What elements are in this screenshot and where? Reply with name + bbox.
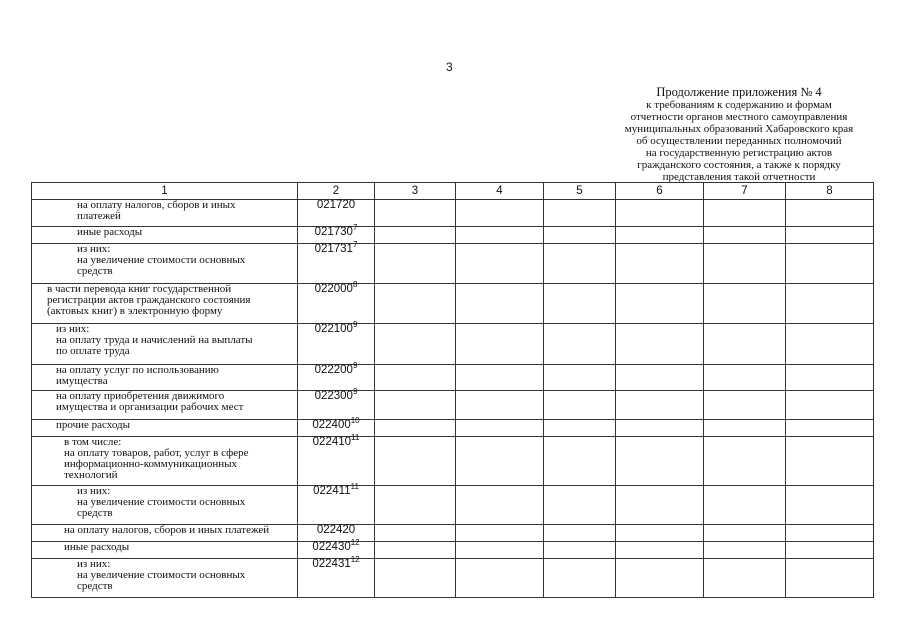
data-cell-col-5 bbox=[544, 324, 616, 365]
data-cell-col-5 bbox=[544, 391, 616, 420]
data-cell-col-4 bbox=[456, 227, 544, 244]
data-cell-col-6 bbox=[616, 284, 704, 324]
column-header: 4 bbox=[456, 183, 544, 200]
row-code-value: 022431 bbox=[312, 558, 351, 570]
data-cell-col-5 bbox=[544, 200, 616, 227]
row-code bbox=[298, 240, 375, 284]
appendix-line: отчетности органов местного самоуправления bbox=[630, 111, 848, 123]
row-label: из них: на оплату труда и начислений на выплаты по оплате труда bbox=[32, 324, 298, 365]
footnote-marker: 7 bbox=[352, 240, 358, 250]
data-cell-col-8 bbox=[786, 420, 874, 437]
row-code-value: 021730 bbox=[314, 226, 353, 238]
data-cell-col-5 bbox=[544, 525, 616, 542]
row-code-value: 022100 bbox=[314, 323, 353, 335]
data-cell-col-5 bbox=[544, 542, 616, 559]
row-code-value: 022000 bbox=[314, 283, 353, 295]
column-header: 1 bbox=[32, 183, 298, 200]
table-row bbox=[32, 227, 874, 244]
data-cell-col-8 bbox=[786, 324, 874, 365]
data-cell-col-4 bbox=[456, 200, 544, 227]
footnote-marker: 10 bbox=[350, 416, 360, 426]
data-cell-col-4 bbox=[456, 284, 544, 324]
appendix-header bbox=[590, 85, 888, 183]
table-row bbox=[32, 244, 874, 284]
row-code bbox=[298, 280, 375, 324]
data-cell-col-6 bbox=[616, 486, 704, 525]
row-code bbox=[298, 416, 375, 437]
appendix-line: к требованиям к содержанию и формам bbox=[646, 99, 832, 111]
data-cell-col-3 bbox=[375, 200, 456, 227]
row-code-value: 021731 bbox=[314, 243, 353, 255]
data-cell-col-5 bbox=[544, 486, 616, 525]
row-label: прочие расходы bbox=[32, 420, 298, 437]
data-cell-col-8 bbox=[786, 525, 874, 542]
row-label: иные расходы bbox=[32, 542, 298, 559]
data-cell-col-8 bbox=[786, 244, 874, 284]
row-code bbox=[298, 223, 375, 244]
data-cell-col-8 bbox=[786, 559, 874, 598]
data-cell-col-8 bbox=[786, 542, 874, 559]
appendix-line: гражданского состояния, а также к порядку bbox=[637, 159, 841, 171]
data-cell-col-7 bbox=[704, 365, 786, 391]
footnote-marker: 12 bbox=[350, 555, 360, 565]
row-code-value: 022411 bbox=[313, 485, 351, 497]
table-header-row bbox=[32, 183, 874, 200]
column-header: 6 bbox=[616, 183, 704, 200]
appendix-line: представления такой отчетности bbox=[662, 171, 816, 183]
data-cell-col-6 bbox=[616, 324, 704, 365]
data-cell-col-3 bbox=[375, 559, 456, 598]
data-cell-col-3 bbox=[375, 227, 456, 244]
table-row bbox=[32, 391, 874, 420]
data-cell-col-5 bbox=[544, 559, 616, 598]
footnote-marker: 9 bbox=[352, 320, 358, 330]
data-cell-col-4 bbox=[456, 365, 544, 391]
row-label: из них: на увеличение стоимости основных средств bbox=[32, 486, 298, 525]
table-row bbox=[32, 525, 874, 542]
data-cell-col-5 bbox=[544, 420, 616, 437]
column-header: 3 bbox=[375, 183, 456, 200]
row-code-value: 022410 bbox=[312, 436, 352, 448]
data-cell-col-6 bbox=[616, 365, 704, 391]
data-cell-col-7 bbox=[704, 486, 786, 525]
table-row bbox=[32, 365, 874, 391]
data-cell-col-4 bbox=[456, 437, 544, 486]
column-header: 2 bbox=[298, 183, 375, 200]
data-cell-col-7 bbox=[704, 559, 786, 598]
data-cell-col-3 bbox=[375, 365, 456, 391]
row-code-value: 022200 bbox=[314, 364, 353, 376]
page-number: 3 bbox=[446, 60, 453, 74]
data-cell-col-3 bbox=[375, 525, 456, 542]
data-cell-col-3 bbox=[375, 324, 456, 365]
data-cell-col-7 bbox=[704, 542, 786, 559]
table-row bbox=[32, 420, 874, 437]
row-code bbox=[298, 482, 375, 525]
data-cell-col-3 bbox=[375, 420, 456, 437]
data-cell-col-8 bbox=[786, 391, 874, 420]
data-cell-col-7 bbox=[704, 391, 786, 420]
row-code-value: 022420 bbox=[316, 524, 356, 536]
data-cell-col-4 bbox=[456, 525, 544, 542]
column-header: 8 bbox=[786, 183, 874, 200]
data-cell-col-4 bbox=[456, 244, 544, 284]
table-row bbox=[32, 486, 874, 525]
footnote-marker: 12 bbox=[350, 538, 360, 548]
table-row bbox=[32, 437, 874, 486]
data-cell-col-4 bbox=[456, 542, 544, 559]
data-cell-col-7 bbox=[704, 200, 786, 227]
data-cell-col-6 bbox=[616, 200, 704, 227]
row-code bbox=[298, 555, 375, 598]
data-cell-col-5 bbox=[544, 284, 616, 324]
footnote-marker: 11 bbox=[351, 433, 360, 443]
row-code bbox=[298, 361, 375, 391]
data-cell-col-5 bbox=[544, 365, 616, 391]
data-cell-col-3 bbox=[375, 486, 456, 525]
data-cell-col-6 bbox=[616, 244, 704, 284]
data-cell-col-6 bbox=[616, 227, 704, 244]
data-cell-col-8 bbox=[786, 227, 874, 244]
footnote-marker: 11 bbox=[350, 482, 359, 492]
data-cell-col-3 bbox=[375, 284, 456, 324]
data-cell-col-3 bbox=[375, 542, 456, 559]
column-header: 7 bbox=[704, 183, 786, 200]
row-code bbox=[298, 200, 375, 227]
table-row bbox=[32, 542, 874, 559]
table-row bbox=[32, 559, 874, 598]
data-cell-col-7 bbox=[704, 437, 786, 486]
row-code-value: 022300 bbox=[314, 390, 353, 402]
data-cell-col-3 bbox=[375, 437, 456, 486]
data-cell-col-6 bbox=[616, 420, 704, 437]
footnote-marker: 8 bbox=[352, 280, 358, 290]
data-cell-col-4 bbox=[456, 559, 544, 598]
data-cell-col-5 bbox=[544, 227, 616, 244]
table-body bbox=[32, 200, 874, 598]
row-code-value: 022430 bbox=[312, 541, 351, 553]
data-cell-col-8 bbox=[786, 200, 874, 227]
data-cell-col-8 bbox=[786, 486, 874, 525]
data-cell-col-8 bbox=[786, 284, 874, 324]
data-cell-col-7 bbox=[704, 324, 786, 365]
appendix-line: на государственную регистрацию актов bbox=[645, 147, 833, 159]
row-code-value: 022400 bbox=[312, 419, 351, 431]
appendix-line: об осуществлении переданных полномочий bbox=[636, 135, 842, 147]
data-cell-col-7 bbox=[704, 420, 786, 437]
data-cell-col-4 bbox=[456, 391, 544, 420]
data-cell-col-6 bbox=[616, 391, 704, 420]
row-code bbox=[298, 525, 375, 542]
row-label: на оплату налогов, сборов и иных платежей bbox=[32, 200, 298, 227]
column-header: 5 bbox=[544, 183, 616, 200]
report-table bbox=[31, 182, 874, 598]
row-label: из них: на увеличение стоимости основных средств bbox=[32, 244, 298, 284]
table-row bbox=[32, 324, 874, 365]
data-cell-col-7 bbox=[704, 284, 786, 324]
row-code-value: 021720 bbox=[316, 199, 356, 211]
table-row bbox=[32, 284, 874, 324]
row-code bbox=[298, 433, 375, 486]
appendix-title: Продолжение приложения № 4 bbox=[656, 85, 822, 99]
row-label: в части перевода книг государственной регистрации актов гражданского состояния (актовых книг) в электронную форму bbox=[32, 284, 298, 324]
data-cell-col-4 bbox=[456, 420, 544, 437]
data-cell-col-7 bbox=[704, 525, 786, 542]
row-label: на оплату приобретения движимого имущества и организации рабочих мест bbox=[32, 391, 298, 420]
data-cell-col-4 bbox=[456, 324, 544, 365]
row-code bbox=[298, 387, 375, 420]
row-code bbox=[298, 320, 375, 365]
data-cell-col-6 bbox=[616, 559, 704, 598]
footnote-marker: 9 bbox=[352, 387, 358, 397]
data-cell-col-3 bbox=[375, 244, 456, 284]
row-code bbox=[298, 538, 375, 559]
data-cell-col-8 bbox=[786, 365, 874, 391]
data-cell-col-8 bbox=[786, 437, 874, 486]
data-cell-col-5 bbox=[544, 437, 616, 486]
footnote-marker: 9 bbox=[352, 361, 358, 371]
row-label: в том числе: на оплату товаров, работ, услуг в сфере информационно-коммуникационных технологий bbox=[32, 437, 298, 486]
data-cell-col-7 bbox=[704, 244, 786, 284]
row-label: из них: на увеличение стоимости основных средств bbox=[32, 559, 298, 598]
data-cell-col-3 bbox=[375, 391, 456, 420]
row-label: на оплату услуг по использованию имущества bbox=[32, 365, 298, 391]
data-cell-col-6 bbox=[616, 437, 704, 486]
data-cell-col-6 bbox=[616, 525, 704, 542]
data-cell-col-7 bbox=[704, 227, 786, 244]
data-cell-col-5 bbox=[544, 244, 616, 284]
table-row bbox=[32, 200, 874, 227]
footnote-marker: 7 bbox=[352, 223, 358, 233]
row-label: иные расходы bbox=[32, 227, 298, 244]
data-cell-col-6 bbox=[616, 542, 704, 559]
appendix-line: муниципальных образований Хабаровского края bbox=[624, 123, 854, 135]
data-cell-col-4 bbox=[456, 486, 544, 525]
row-label: на оплату налогов, сборов и иных платежей bbox=[32, 525, 298, 542]
